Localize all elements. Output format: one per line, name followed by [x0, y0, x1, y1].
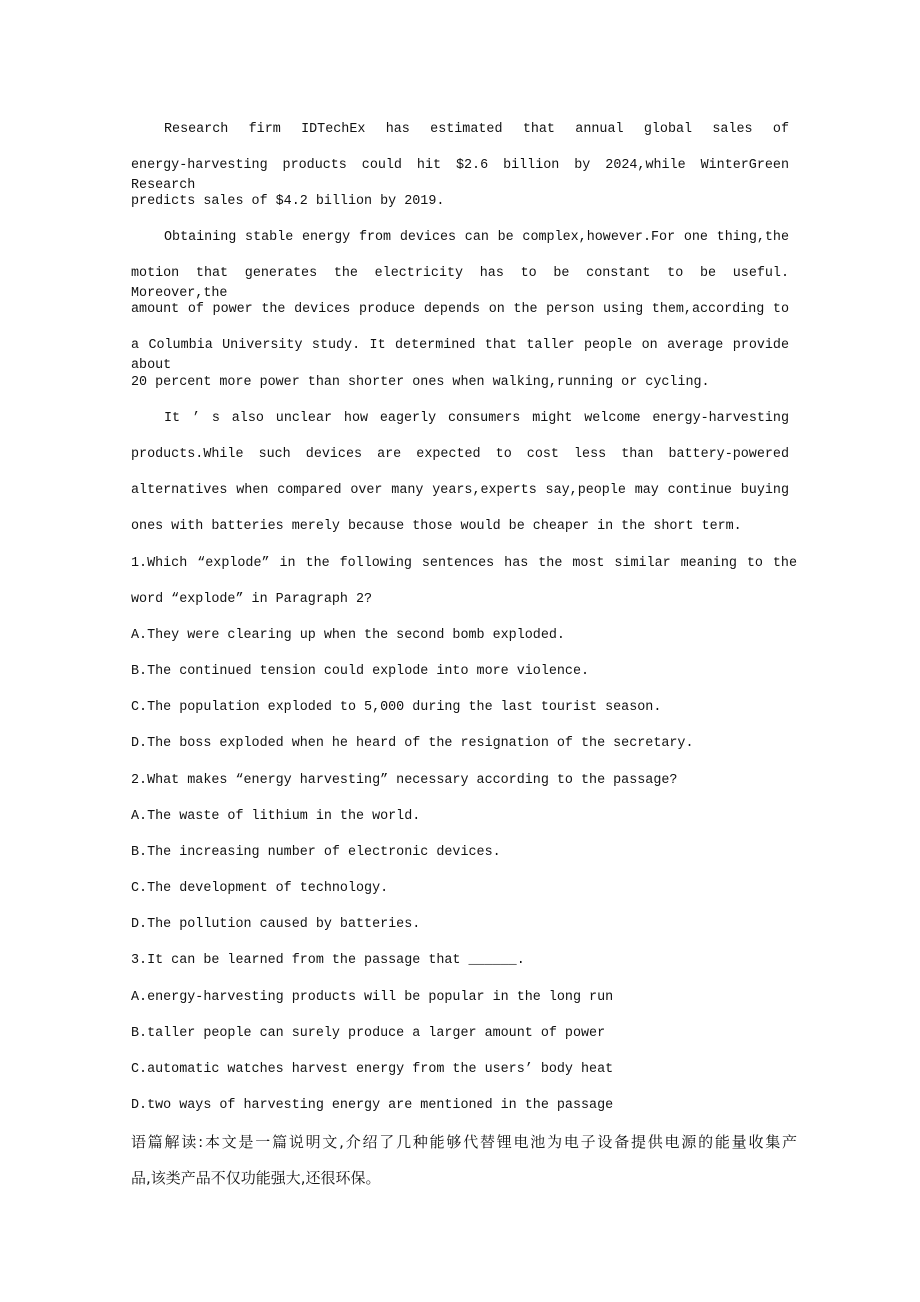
- paragraph-2-line: a Columbia University study. It determined that taller people on average provide about: [131, 338, 789, 373]
- paragraph-2-line: Obtaining stable energy from devices can be complex,however.For one thing,the: [164, 230, 789, 245]
- question-1-stem: 1.Which “explode” in the following sentences has the most similar meaning to the: [131, 556, 797, 571]
- paragraph-3-line: products.While such devices are expected to cost less than battery-powered: [131, 447, 789, 462]
- question-1-option-a: A.They were clearing up when the second bomb exploded.: [131, 628, 565, 643]
- question-3-option-c: C.automatic watches harvest energy from the users’ body heat: [131, 1062, 614, 1077]
- analysis-line: 语篇解读:本文是一篇说明文,介绍了几种能够代替锂电池为电子设备提供电源的能量收集产: [131, 1133, 797, 1151]
- question-2-option-d: D.The pollution caused by batteries.: [131, 917, 421, 932]
- question-2-stem: 2.What makes “energy harvesting” necessary according to the passage?: [131, 773, 678, 788]
- paragraph-3-line: ones with batteries merely because those would be cheaper in the short term.: [131, 519, 742, 534]
- question-1-stem: word “explode” in Paragraph 2?: [131, 592, 373, 607]
- paragraph-2-line: motion that generates the electricity has to be constant to be useful. Moreover,the: [131, 266, 789, 301]
- question-3-option-a: A.energy-harvesting products will be popular in the long run: [131, 990, 614, 1005]
- paragraph-1-line: energy-harvesting products could hit $2.6 billion by 2024,while WinterGreen Research: [131, 158, 789, 193]
- question-3-option-d: D.two ways of harvesting energy are mentioned in the passage: [131, 1098, 614, 1113]
- paragraph-2-line: amount of power the devices produce depends on the person using them,according to: [131, 302, 789, 317]
- question-2-option-b: B.The increasing number of electronic devices.: [131, 845, 501, 860]
- question-3-option-b: B.taller people can surely produce a larger amount of power: [131, 1026, 606, 1041]
- paragraph-1-line: Research firm IDTechEx has estimated that annual global sales of: [164, 122, 789, 137]
- question-1-option-b: B.The continued tension could explode into more violence.: [131, 664, 590, 679]
- paragraph-3-line: It ’ s also unclear how eagerly consumers might welcome energy-harvesting: [164, 411, 789, 426]
- paragraph-3-line: alternatives when compared over many years,experts say,people may continue buying: [131, 483, 789, 498]
- paragraph-1-line: predicts sales of $4.2 billion by 2019.: [131, 194, 445, 209]
- question-1-option-d: D.The boss exploded when he heard of the resignation of the secretary.: [131, 736, 694, 751]
- question-1-option-c: C.The population exploded to 5,000 during the last tourist season.: [131, 700, 662, 715]
- question-2-option-c: C.The development of technology.: [131, 881, 389, 896]
- question-2-option-a: A.The waste of lithium in the world.: [131, 809, 421, 824]
- analysis-line: 品,该类产品不仅功能强大,还很环保。: [131, 1169, 381, 1187]
- question-3-stem: 3.It can be learned from the passage that ______.: [131, 953, 525, 968]
- paragraph-2-line: 20 percent more power than shorter ones when walking,running or cycling.: [131, 375, 710, 390]
